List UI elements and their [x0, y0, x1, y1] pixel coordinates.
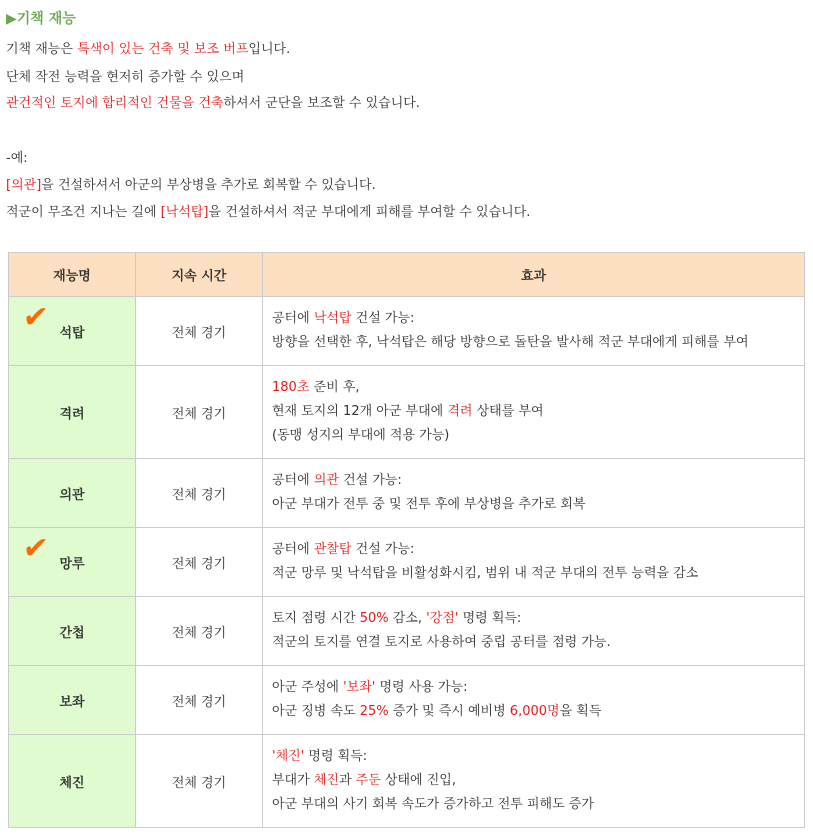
talent-name: 망루 — [59, 556, 85, 572]
effect-line — [272, 493, 804, 517]
talent-table — [8, 252, 805, 828]
text-segment: 공터에 — [272, 473, 314, 488]
highlight-text: '강점' — [426, 611, 459, 626]
effect-line — [272, 376, 804, 400]
text-segment: 단체 작전 능력을 현저히 증가할 수 있으며 — [6, 70, 245, 85]
checkmark-icon: ✔ — [21, 300, 51, 335]
duration-cell: 전체 경기 — [136, 597, 263, 666]
text-segment: 부대가 — [272, 773, 314, 788]
highlight-text: [낙석탑] — [160, 205, 209, 220]
highlight-text: 낙석탑 — [313, 311, 352, 326]
intro-line — [6, 147, 28, 166]
text-segment: 명령 사용 가능: — [375, 680, 468, 695]
effect-cell — [263, 459, 805, 528]
highlight-text: 25% — [359, 704, 389, 719]
highlight-text: 50% — [359, 611, 389, 626]
effect-line — [272, 769, 804, 793]
highlight-text: [의관] — [6, 178, 42, 193]
intro-line — [6, 38, 290, 57]
talent-name-cell — [9, 597, 136, 666]
effect-line — [272, 424, 804, 448]
text-segment: 기책 재능은 — [6, 42, 78, 57]
table-row — [9, 459, 805, 528]
highlight-text: 체진 — [313, 773, 339, 788]
highlight-text: '체진' — [272, 749, 305, 764]
text-segment: 입니다. — [248, 42, 291, 57]
highlight-text: '보좌' — [343, 680, 376, 695]
effect-line — [272, 469, 804, 493]
highlight-text: 관건적인 토지에 합리적인 건물을 건축 — [6, 96, 224, 111]
effect-line — [272, 400, 804, 424]
effect-cell — [263, 597, 805, 666]
duration-cell: 전체 경기 — [136, 528, 263, 597]
talent-name-cell — [9, 459, 136, 528]
checkmark-icon: ✔ — [21, 531, 51, 566]
talent-name-cell — [9, 297, 136, 366]
talent-name: 석탑 — [59, 325, 85, 341]
text-segment: 증가 및 즉시 예비병 — [388, 704, 510, 719]
section-heading: ▶기책 재능 — [6, 11, 76, 27]
text-segment: 명령 획득: — [304, 749, 368, 764]
highlight-text: 주둔 — [355, 773, 381, 788]
table-row — [9, 597, 805, 666]
text-segment: 아군 부대의 사기 회복 속도가 증가하고 전투 피해도 증가 — [272, 797, 594, 812]
effect-line — [272, 745, 804, 769]
text-segment: 공터에 — [272, 311, 314, 326]
text-segment: 건설 가능: — [351, 542, 415, 557]
highlight-text: 특색이 있는 건축 및 보조 버프 — [77, 42, 249, 57]
text-segment: 적군의 토지를 연결 토지로 사용하여 중립 공터를 점령 가능. — [272, 635, 611, 650]
text-segment: 적군 망루 및 낙석탑을 비활성화시킴, 범위 내 적군 부대의 전투 능력을 감소 — [272, 566, 699, 581]
highlight-text: 의관 — [313, 473, 339, 488]
intro-line — [6, 174, 376, 193]
header-duration: 지속 시간 — [136, 253, 263, 297]
text-segment: 감소, — [388, 611, 427, 626]
duration-cell: 전체 경기 — [136, 297, 263, 366]
talent-name: 보좌 — [59, 694, 85, 710]
talent-name-cell — [9, 528, 136, 597]
duration-cell: 전체 경기 — [136, 666, 263, 735]
effect-line — [272, 562, 804, 586]
effect-line — [272, 676, 804, 700]
text-segment: 건설 가능: — [338, 473, 402, 488]
talent-name-cell — [9, 366, 136, 459]
table-row — [9, 366, 805, 459]
highlight-text: 6,000명 — [509, 704, 560, 719]
effect-line — [272, 307, 804, 331]
talent-name: 간첩 — [59, 625, 85, 641]
text-segment: 토지 점령 시간 — [272, 611, 360, 626]
effect-cell — [263, 735, 805, 828]
table-row — [9, 735, 805, 828]
effect-line — [272, 607, 804, 631]
text-segment: 상태에 진입, — [380, 773, 456, 788]
text-segment: 을 건설하셔서 아군의 부상병을 추가로 회복할 수 있습니다. — [41, 178, 376, 193]
text-segment: 과 — [338, 773, 356, 788]
duration-cell: 전체 경기 — [136, 459, 263, 528]
effect-line — [272, 331, 804, 355]
table-row — [9, 666, 805, 735]
text-segment: 아군 징병 속도 — [272, 704, 360, 719]
intro-line — [6, 66, 244, 85]
intro-line — [6, 92, 420, 111]
text-segment: 명령 획득: — [458, 611, 522, 626]
highlight-text: 180초 — [272, 380, 310, 395]
highlight-text: 관찰탑 — [313, 542, 352, 557]
text-segment: 건설 가능: — [351, 311, 415, 326]
text-segment: 아군 주성에 — [272, 680, 344, 695]
text-segment: -예: — [6, 151, 28, 166]
text-segment: 준비 후, — [309, 380, 360, 395]
text-segment: 현재 토지의 12개 아군 부대에 — [272, 404, 448, 419]
table-row — [9, 297, 805, 366]
effect-line — [272, 538, 804, 562]
duration-cell: 전체 경기 — [136, 735, 263, 828]
talent-name: 격려 — [59, 406, 85, 422]
intro-line — [6, 201, 530, 220]
header-name: 재능명 — [9, 253, 136, 297]
text-segment: 을 획득 — [559, 704, 602, 719]
table-header-row — [9, 253, 805, 297]
effect-cell — [263, 666, 805, 735]
text-segment: 적군이 무조건 지나는 길에 — [6, 205, 161, 220]
header-effect: 효과 — [263, 253, 805, 297]
text-segment: 공터에 — [272, 542, 314, 557]
text-segment: (동맹 성지의 부대에 적용 가능) — [272, 428, 450, 443]
effect-line — [272, 700, 804, 724]
table-row — [9, 528, 805, 597]
highlight-text: 격려 — [447, 404, 473, 419]
duration-cell: 전체 경기 — [136, 366, 263, 459]
effect-line — [272, 793, 804, 817]
effect-cell — [263, 366, 805, 459]
text-segment: 방향을 선택한 후, 낙석탑은 해당 방향으로 돌탄을 발사해 적군 부대에게 피해를 부여 — [272, 335, 749, 350]
effect-cell — [263, 528, 805, 597]
text-segment: 아군 부대가 전투 중 및 전투 후에 부상병을 추가로 회복 — [272, 497, 586, 512]
effect-cell — [263, 297, 805, 366]
talent-name: 체진 — [59, 775, 85, 791]
text-segment: 을 건설하셔서 적군 부대에게 피해를 부여할 수 있습니다. — [208, 205, 531, 220]
text-segment: 하셔서 군단을 보조할 수 있습니다. — [223, 96, 420, 111]
talent-name: 의관 — [59, 487, 85, 503]
effect-line — [272, 631, 804, 655]
text-segment: 상태를 부여 — [472, 404, 544, 419]
talent-name-cell — [9, 735, 136, 828]
talent-name-cell — [9, 666, 136, 735]
